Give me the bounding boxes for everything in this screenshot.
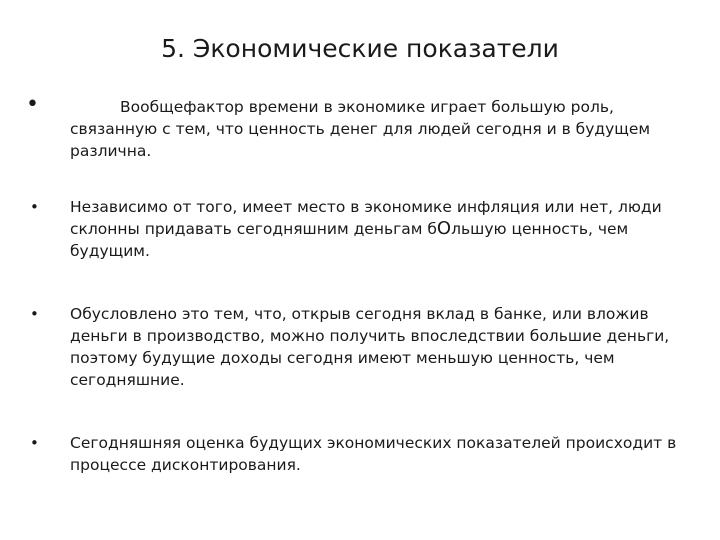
bullet-2-text: Независимо от того, имеет место в экономике инфляция или нет, люди склонны придавать сегодняшним деньгам б	[70, 198, 662, 238]
bullet-marker: •	[30, 434, 39, 452]
bullet-1-rest: в экономике играет большую роль, связанную с тем, что ценность денег для людей сегодня и в будущем различна.	[70, 98, 651, 160]
bullet-list	[26, 92, 696, 476]
bullet-2-accent-letter: О	[436, 218, 452, 239]
bullet-item-3	[26, 303, 696, 391]
bullet-marker: •	[30, 305, 39, 323]
bullet-1-lead: Вообще	[120, 98, 184, 116]
bullet-item-2	[26, 196, 696, 262]
bullet-2-text-after: льшую ценность, чем будущим.	[70, 220, 629, 260]
bullet-item-4	[26, 432, 696, 476]
bullet-1-emphasis: фактор времени	[183, 98, 319, 116]
bullet-3-text: Обусловлено это тем, что, открыв сегодня вклад в банке, или вложив деньги в производство, можно получить впоследствии большие деньги, поэтому будущие доходы сегодня имеют меньшую ценность, чем сегодняшние.	[70, 305, 670, 389]
bullet-marker: •	[30, 198, 39, 216]
bullet-marker: •	[26, 92, 39, 117]
slide-title: 5. Экономические показатели	[161, 34, 559, 63]
bullet-4-text: Сегодняшняя оценка будущих экономических показателей происходит в процессе дисконтирования.	[70, 434, 677, 474]
bullet-item-1	[26, 92, 696, 162]
